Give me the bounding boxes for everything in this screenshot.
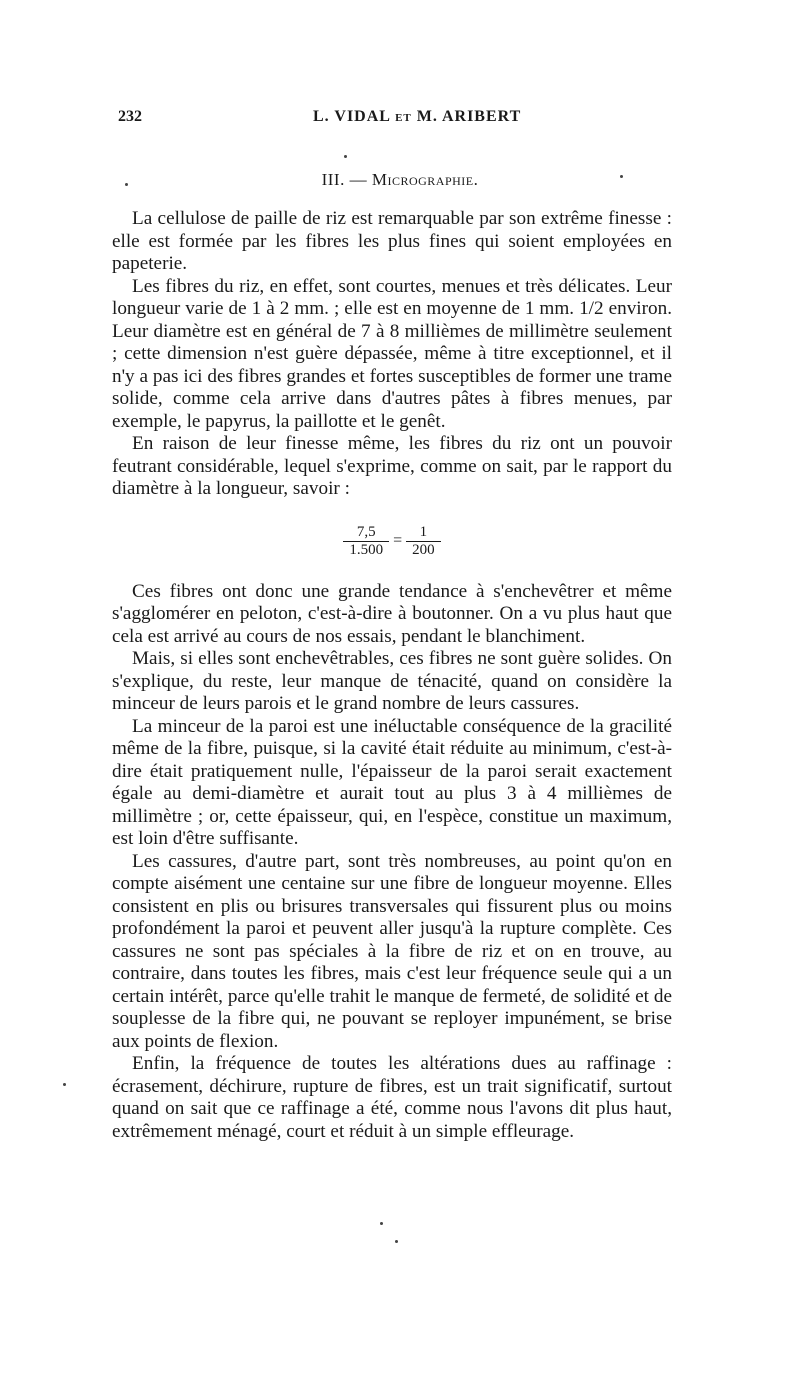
fraction-numerator: 1 — [419, 524, 428, 540]
page-number: 232 — [118, 108, 142, 125]
fraction-diameter-length — [343, 524, 389, 559]
paragraph: La minceur de la paroi est une inéluctable conséquence de la gracilité même de la fibre, puisque, si la cavité était réduite au minimum, c'est-à-dire était pratiquement nulle, l'épaisseur de la paroi serait exactement égale au demi-diamètre et aurait tout au plus 3 à 4 millièmes de millimètre ; or, cette épaisseur, qui, en l'espèce, constitue un maximum, est loin d'être suffisante. — [112, 715, 672, 849]
fraction-denominator: 200 — [406, 541, 441, 559]
paragraph: Les fibres du riz, en effet, sont courtes, menues et très délicates. Leur longueur varie de 1 à 2 mm. ; elle est en moyenne de 1 mm. 1/2 environ. Leur diamètre est en général de 7 à 8 millièmes de millimètre seulement ; cette dimension n'est guère dépassée, même à titre exceptionnel, et il n'y a pas ici des fibres grandes et fortes susceptibles de former une trame solide, comme cela arrive dans d'autres pâtes à fibres menues, par exemple, le papyrus, la paillotte et le genêt. — [112, 275, 672, 432]
print-speck — [344, 155, 347, 158]
ratio-formula — [112, 507, 672, 577]
fraction-numerator: 7,5 — [356, 524, 376, 540]
paragraph: Enfin, la fréquence de toutes les altérations dues au raffinage : écrasement, déchirure, rupture de fibres, est un trait significatif, surtout quand on sait que ce raffinage a été, comme nous l'avons dit plus haut, extrêmement ménagé, court et réduit à un simple effleurage. — [112, 1053, 672, 1142]
paragraph: En raison de leur finesse même, les fibres du riz ont un pouvoir feutrant considérable, lequel s'exprime, comme on sait, par le rapport du diamètre à la longueur, savoir : — [112, 433, 672, 499]
paragraph: Mais, si elles sont enchevêtrables, ces fibres ne sont guère solides. On s'explique, du reste, leur manque de ténacité, quand on considère la minceur de leurs parois et le grand nombre de leurs cassures. — [112, 648, 672, 714]
paragraph: Les cassures, d'autre part, sont très nombreuses, au point qu'on en compte aisément une centaine sur une fibre de longueur moyenne. Elles consistent en plis ou brisures transversales qui fissurent plus ou moins profondément la paroi et peuvent aller jusqu'à la rupture complète. Ces cassures ne sont pas spéciales à la fibre de riz et on en trouve, au contraire, dans toutes les fibres, mais c'est leur fréquence seule qui a un certain intérêt, parce qu'elle trahit le manque de fermeté, de solidité et de souplesse de la fibre qui, ne pouvant se reployer impunément, se brise aux points de flexion. — [112, 850, 672, 1052]
print-speck — [63, 1083, 66, 1086]
print-speck — [380, 1222, 383, 1225]
running-head — [118, 108, 678, 132]
paragraph: Ces fibres ont donc une grande tendance à s'enchevêtrer et même s'agglomérer en peloton, c'est-à-dire à boutonner. On a vu plus haut que cela est arrivé au cours de nos essais, pendant le blanchiment. — [112, 580, 672, 647]
print-speck — [395, 1240, 398, 1243]
equals-sign: = — [393, 532, 403, 550]
print-speck — [620, 175, 623, 178]
fraction-denominator: 1.500 — [343, 541, 389, 559]
section-title: III. — Micrographie. — [321, 170, 479, 189]
running-head-authors: L. VIDAL et M. ARIBERT — [313, 108, 522, 125]
paragraph: La cellulose de paille de riz est remarquable par son extrême finesse : elle est formée par les fibres les plus fines qui soient employées en papeterie. — [112, 208, 672, 274]
body-text — [112, 208, 672, 1143]
fraction-result — [406, 524, 441, 559]
print-speck — [125, 183, 128, 186]
